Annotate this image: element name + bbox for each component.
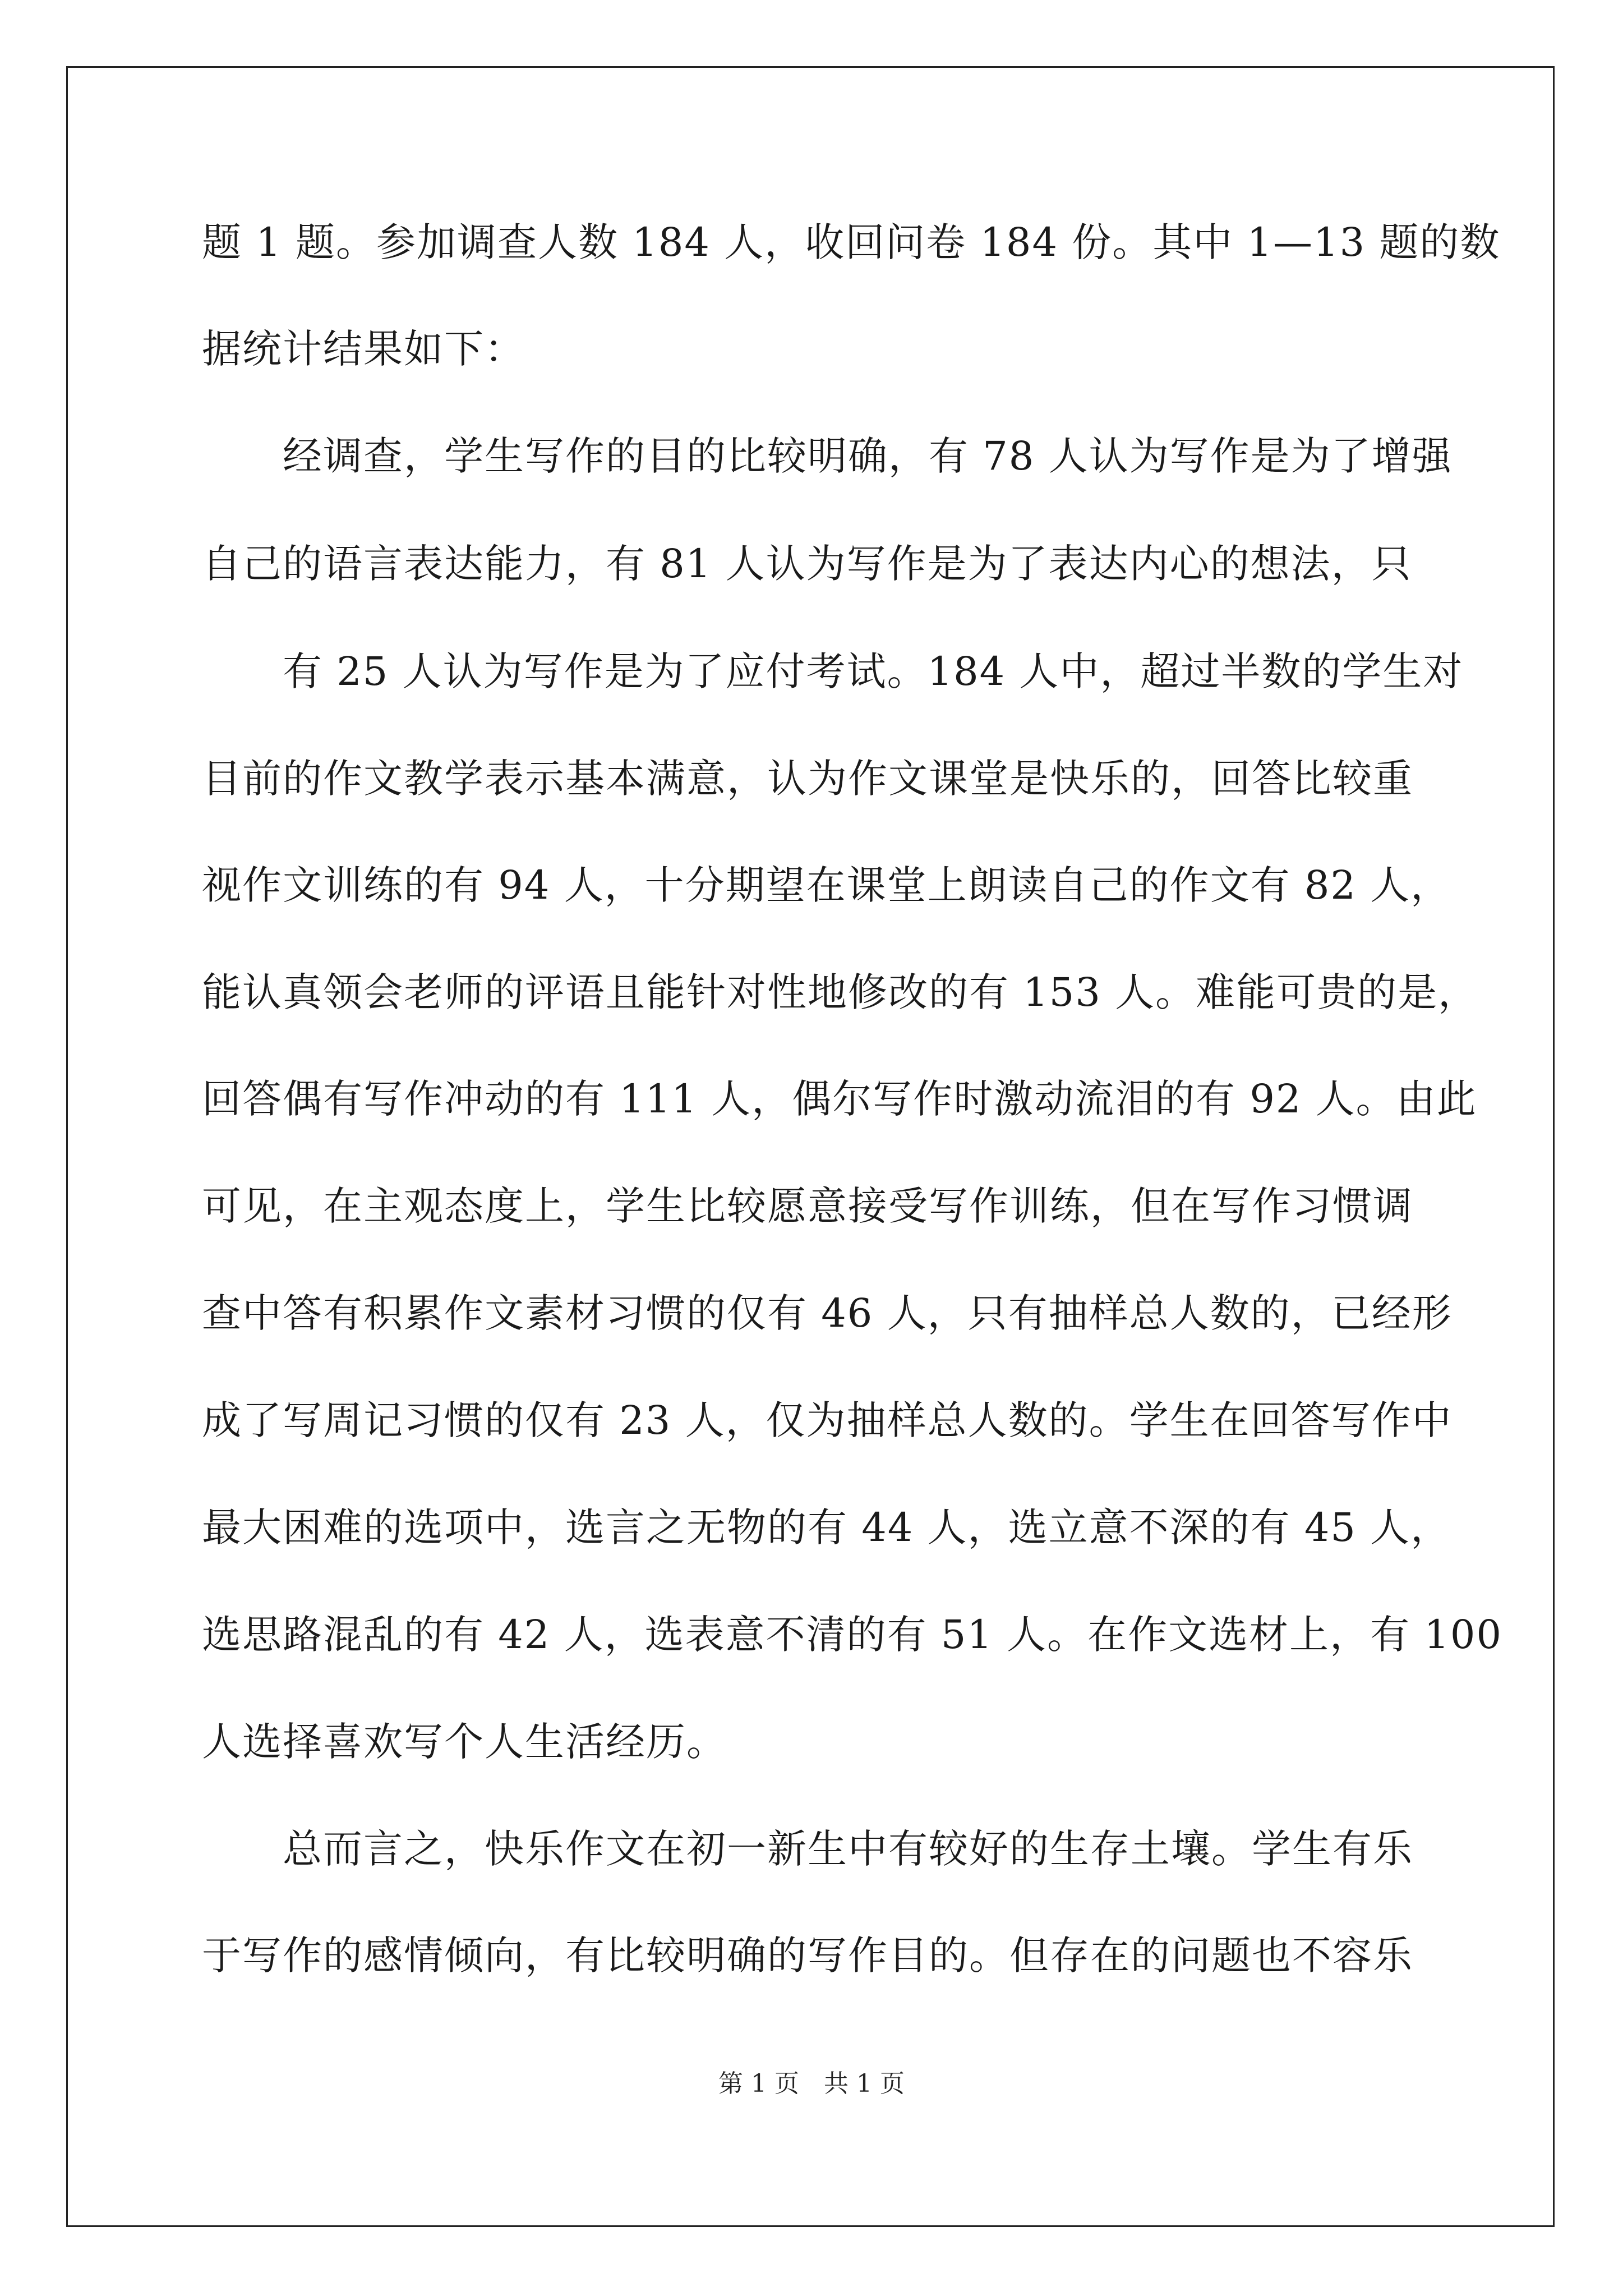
text-line: 经调查，学生写作的目的比较明确，有 78 人认为写作是为了增强 (202, 433, 1453, 479)
text-line: 能认真领会老师的评语且能针对性地修改的有 153 人。难能可贵的是， (202, 969, 1479, 1015)
page-frame (66, 66, 1555, 2227)
text-line: 回答偶有写作冲动的有 111 人，偶尔写作时激动流泪的有 92 人。由此 (202, 1076, 1477, 1122)
text-line: 成了写周记习惯的仅有 23 人，仅为抽样总人数的。学生在回答写作中 (202, 1397, 1453, 1443)
text-line: 题 1 题。参加调查人数 184 人，收回问卷 184 份。其中 1—13 题的数 (202, 219, 1501, 265)
page-number-footer: 第 1 页 共 1 页 (718, 2069, 905, 2098)
text-line: 视作文训练的有 94 人，十分期望在课堂上朗读自己的作文有 82 人， (202, 862, 1451, 908)
text-line: 于写作的感情倾向，有比较明确的写作目的。但存在的问题也不容乐 (202, 1932, 1413, 1978)
text-line: 查中答有积累作文素材习惯的仅有 46 人，只有抽样总人数的，已经形 (202, 1290, 1453, 1336)
text-line: 总而言之，快乐作文在初一新生中有较好的生存土壤。学生有乐 (202, 1826, 1413, 1872)
text-line: 据统计结果如下： (202, 326, 525, 372)
text-line: 选思路混乱的有 42 人，选表意不清的有 51 人。在作文选材上，有 100 (202, 1612, 1503, 1658)
text-line: 最大困难的选项中，选言之无物的有 44 人，选立意不深的有 45 人， (202, 1504, 1451, 1550)
text-line: 可见，在主观态度上，学生比较愿意接受写作训练，但在写作习惯调 (202, 1183, 1413, 1229)
text-line: 自己的语言表达能力，有 81 人认为写作是为了表达内心的想法，只 (202, 541, 1412, 587)
text-line: 人选择喜欢写个人生活经历。 (202, 1719, 727, 1765)
text-line: 有 25 人认为写作是为了应付考试。184 人中，超过半数的学生对 (202, 648, 1464, 694)
text-line: 目前的作文教学表示基本满意，认为作文课堂是快乐的，回答比较重 (202, 756, 1413, 802)
